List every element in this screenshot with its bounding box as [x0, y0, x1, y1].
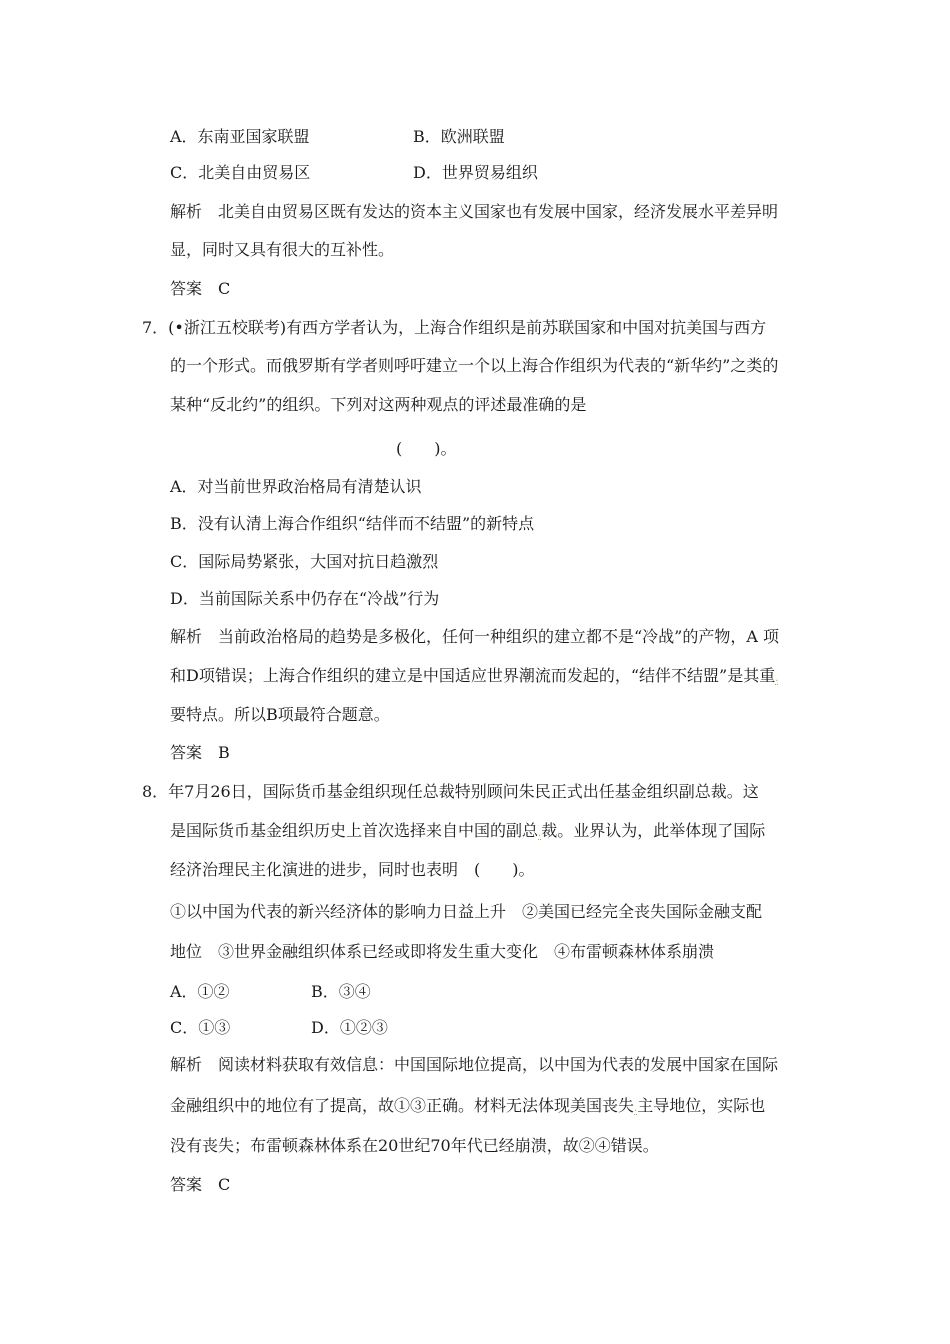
- q7-analysis-line-2-mark: .: [775, 673, 779, 684]
- q8-stem-line-2-mark: .: [538, 828, 542, 839]
- q6-answer: 答案 C: [170, 279, 231, 298]
- q8-items-line-2: 地位 ③世界金融组织体系已经或即将发生重大变化 ④布雷顿森林体系崩溃: [170, 942, 715, 961]
- q8-analysis-line-2-mark: .: [634, 1103, 638, 1114]
- q6-analysis-line-1: 解析 北美自由贸易区既有发达的资本主义国家也有发展中国家，经济发展水平差异明: [170, 202, 779, 221]
- q6-option-d: D．世界贸易组织: [413, 163, 538, 182]
- q7-stem-line-1: 7．(•浙江五校联考)有西方学者认为，上海合作组织是前苏联国家和中国对抗美国与西方: [142, 318, 767, 337]
- q8-answer: 答案 C: [170, 1175, 231, 1194]
- q7-stem-line-3: 某种“反北约”的组织。下列对这两种观点的评述最准确的是: [170, 395, 587, 414]
- q8-analysis-line-2-text-a: 金融组织中的地位有了提高，故①③正确。材料无法体现美国丧失: [170, 1096, 635, 1115]
- q7-stem-line-2: 的一个形式。而俄罗斯有学者则呼吁建立一个以上海合作组织为代表的“新华约”之类的: [170, 356, 779, 375]
- q6-option-c: C．北美自由贸易区: [170, 163, 311, 182]
- q7-option-c: C．国际局势紧张，大国对抗日趋激烈: [170, 552, 439, 571]
- q6-option-a: A．东南亚国家联盟: [170, 127, 310, 146]
- q7-answer: 答案 B: [170, 743, 230, 762]
- q8-stem-line-1: 8．年7月26日，国际货币基金组织现任总裁特别顾问朱民正式出任基金组织副总裁。这: [142, 782, 759, 801]
- q8-option-d: D．①②③: [311, 1018, 388, 1037]
- q8-stem-line-2-text-b: 裁。业界认为，此举体现了国际: [541, 821, 766, 840]
- q7-analysis-line-2: [170, 666, 778, 689]
- q8-analysis-line-1: 解析 阅读材料获取有效信息：中国国际地位提高，以中国为代表的发展中国家在国际: [170, 1055, 779, 1074]
- q8-items-line-1: ①以中国为代表的新兴经济体的影响力日益上升 ②美国已经完全丧失国际金融支配: [170, 902, 763, 921]
- q7-analysis-line-3: 要特点。所以B项最符合题意。: [170, 705, 390, 724]
- q6-option-b: B．欧洲联盟: [413, 127, 505, 146]
- q7-analysis-line-2-text: 和D项错误；上海合作组织的建立是中国适应世界潮流而发起的，“结伴不结盟”是其重: [170, 666, 776, 685]
- q8-stem-line-2-text-a: 是国际货币基金组织历史上首次选择来自中国的副总: [170, 821, 539, 840]
- q7-option-b: B．没有认清上海合作组织“结伴而不结盟”的新特点: [170, 514, 535, 533]
- q8-analysis-line-2-text-b: 主导地位，实际也: [637, 1096, 766, 1115]
- q8-option-c: C．①③: [170, 1018, 231, 1037]
- q8-analysis-line-2: [170, 1096, 765, 1119]
- q7-option-a: A．对当前世界政治格局有清楚认识: [170, 477, 422, 496]
- q7-answer-blank: ( )。: [396, 439, 457, 458]
- q7-option-d: D．当前国际关系中仍存在“冷战”行为: [170, 589, 440, 608]
- q8-stem-line-3: 经济治理民主化演进的进步，同时也表明 ( )。: [170, 860, 535, 879]
- q6-analysis-line-2: 显，同时又具有很大的互补性。: [170, 240, 395, 259]
- q8-option-a: A．①②: [170, 982, 230, 1001]
- q8-analysis-line-3: 没有丧失；布雷顿森林体系在20世纪70年代已经崩溃，故②④错误。: [170, 1136, 659, 1155]
- q8-option-b: B．③④: [311, 982, 371, 1001]
- q8-stem-line-2: [170, 821, 765, 844]
- q7-analysis-line-1: 解析 当前政治格局的趋势是多极化，任何一种组织的建立都不是“冷战”的产物，A 项: [170, 627, 780, 646]
